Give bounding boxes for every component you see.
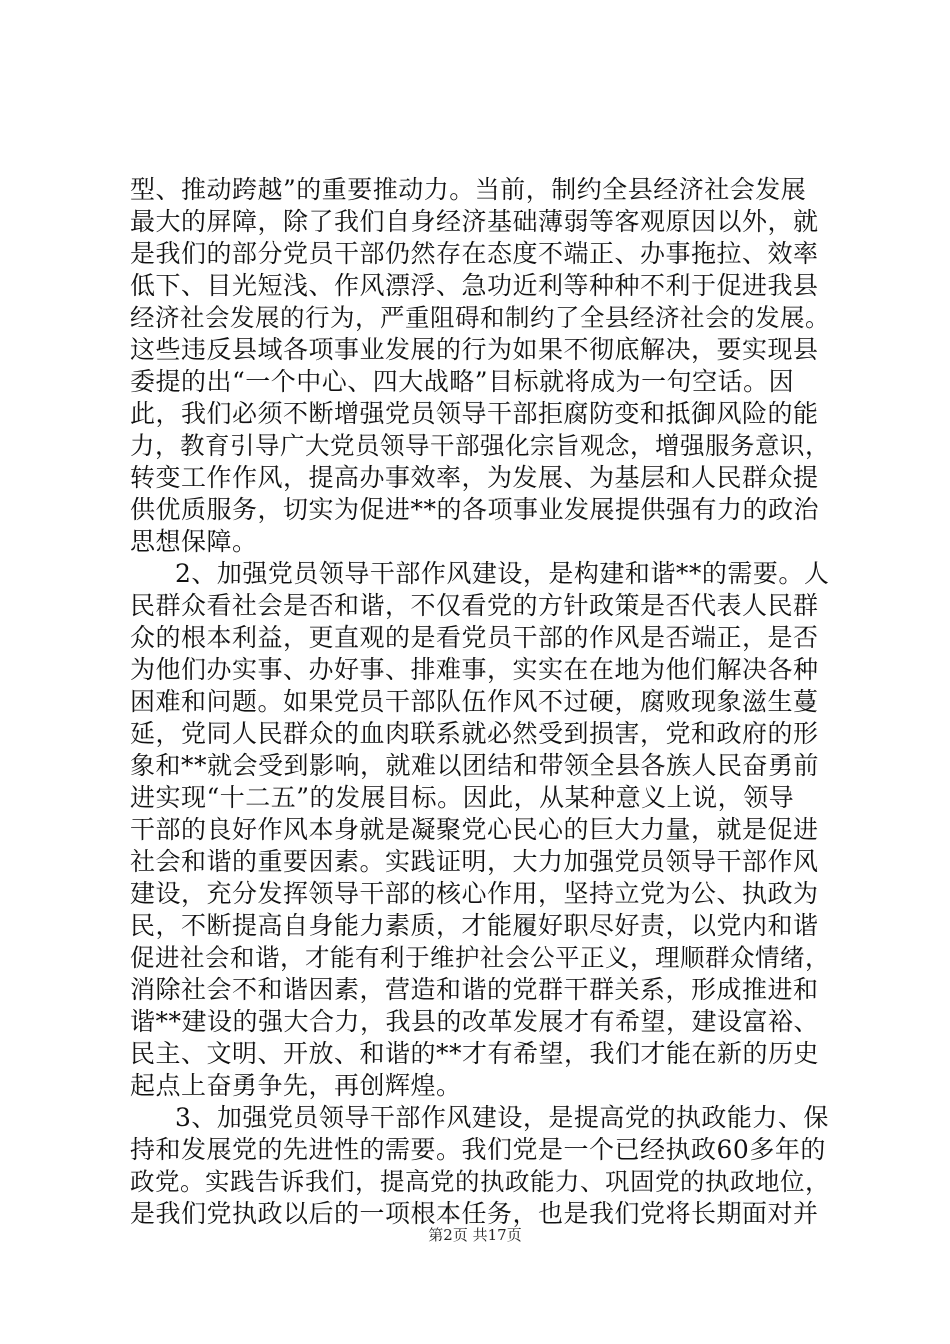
body-line: 建设，充分发挥领导干部的核心作用，坚持立党为公、执政为 (130, 879, 819, 908)
body-line: 起点上奋勇争先，再创辉煌。 (130, 1071, 462, 1100)
body-line: 进实现“十二五”的发展目标。因此，从某种意义上说，领导 (130, 783, 795, 812)
body-line: 型、推动跨越”的重要推动力。当前，制约全县经济社会发展 (130, 175, 807, 204)
body-line: 最大的屏障，除了我们自身经济基础薄弱等客观原因以外，就 (130, 207, 819, 236)
body-line: 民群众看社会是否和谐，不仅看党的方针政策是否代表人民群 (130, 591, 819, 620)
body-line: 社会和谐的重要因素。实践证明，大力加强党员领导干部作风 (130, 847, 819, 876)
body-line: 经济社会发展的行为，严重阻碍和制约了全县经济社会的发展。 (130, 303, 830, 332)
body-line: 谐**建设的强大合力，我县的改革发展才有希望，建设富裕、 (130, 1007, 820, 1036)
body-line: 干部的良好作风本身就是凝聚党心民心的巨大力量，就是促进 (130, 815, 819, 844)
body-line: 此，我们必须不断增强党员领导干部拒腐防变和抵御风险的能 (130, 399, 819, 428)
body-line: 这些违反县域各项事业发展的行为如果不彻底解决，要实现县 (130, 335, 819, 364)
body-line: 促进社会和谐，才能有利于维护社会公平正义，理顺群众情绪， (130, 943, 830, 972)
body-line: 象和**就会受到影响，就难以团结和带领全县各族人民奋勇前 (130, 751, 820, 780)
body-line: 延，党同人民群众的血肉联系就必然受到损害，党和政府的形 (130, 719, 819, 748)
body-line: 是我们的部分党员干部仍然存在态度不端正、办事拖拉、效率 (130, 239, 819, 268)
body-line: 委提的出“一个中心、四大战略”目标就将成为一句空话。因 (130, 367, 795, 396)
body-line: 是我们党执政以后的一项根本任务，也是我们党将长期面对并 (130, 1199, 819, 1228)
body-line: 困难和问题。如果党员干部队伍作风不过硬，腐败现象滋生蔓 (130, 687, 819, 716)
paragraph-2-first-line: 2、加强党员领导干部作风建设，是构建和谐**的需要。人 (175, 559, 830, 588)
body-line: 力，教育引导广大党员领导干部强化宗旨观念，增强服务意识， (130, 431, 830, 460)
body-line: 思想保障。 (130, 527, 258, 556)
body-line: 供优质服务，切实为促进**的各项事业发展提供强有力的政治 (130, 495, 820, 524)
body-line: 转变工作作风，提高办事效率，为发展、为基层和人民群众提 (130, 463, 819, 492)
body-line: 低下、目光短浅、作风漂浮、急功近利等种种不利于促进我县 (130, 271, 819, 300)
page-footer: 第2页 共17页 (428, 1226, 522, 1244)
body-line: 为他们办实事、办好事、排难事，实实在在地为他们解决各种 (130, 655, 819, 684)
body-line: 持和发展党的先进性的需要。我们党是一个已经执政60多年的 (130, 1135, 826, 1164)
body-line: 消除社会不和谐因素，营造和谐的党群干群关系，形成推进和 (130, 975, 819, 1004)
paragraph-3-first-line: 3、加强党员领导干部作风建设，是提高党的执政能力、保 (175, 1103, 829, 1132)
body-line: 民，不断提高自身能力素质，才能履好职尽好责，以党内和谐 (130, 911, 819, 940)
body-line: 政党。实践告诉我们，提高党的执政能力、巩固党的执政地位， (130, 1167, 830, 1196)
body-line: 众的根本利益，更直观的是看党员干部的作风是否端正，是否 (130, 623, 819, 652)
body-line: 民主、文明、开放、和谐的**才有希望，我们才能在新的历史 (130, 1039, 820, 1068)
